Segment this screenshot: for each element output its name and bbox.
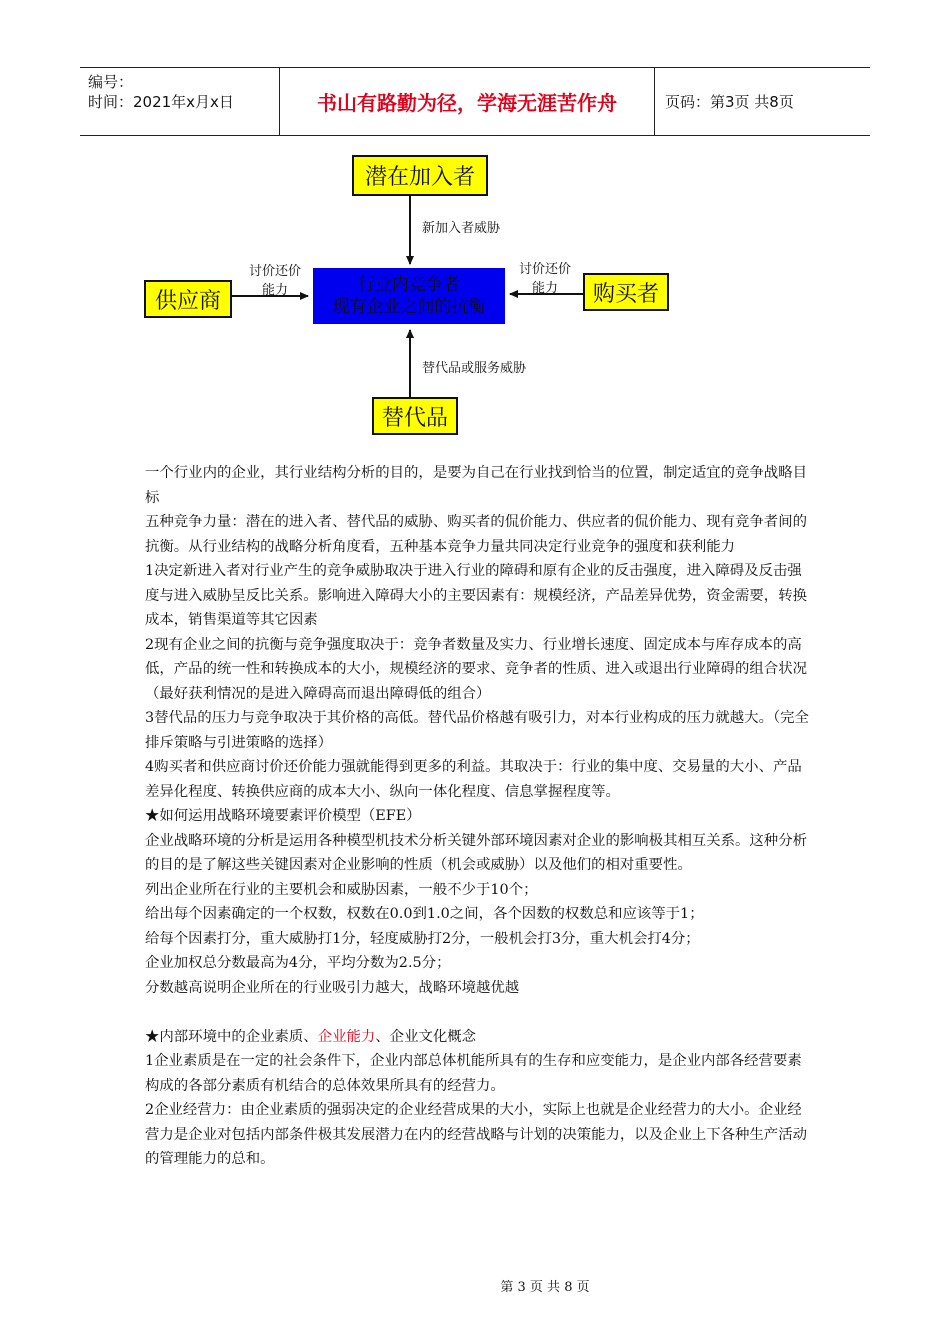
paragraph: 企业战略环境的分析是运用各种模型机技术分析关键外部环境因素对企业的影响极其相互关系。这种分析的目的是了解这些关键因素对企业影响的性质（机会或威胁）以及他们的相对重要性。 [145, 832, 807, 873]
supplier-power-line-1: 讨价还价 [248, 264, 301, 279]
industry-competitors-box [313, 268, 505, 324]
page-footer: 第 3 页 共 8 页 [500, 1280, 590, 1295]
buyers-box: 购买者 [583, 273, 669, 311]
paragraph: 分数越高说明企业所在的行业吸引力越大，战略环境越优越 [145, 979, 520, 996]
supplier-power-label [240, 262, 310, 300]
buyer-power-line-2: 能力 [531, 281, 558, 296]
substitute-threat-label: 替代品或服务威胁 [422, 361, 527, 376]
number-label: 编号： [88, 73, 134, 91]
spacer [145, 1000, 815, 1025]
time-label: 时间：2021年x月x日 [88, 93, 234, 111]
paragraph: 给每个因素打分，重大威胁打1分，轻度威胁打2分，一般机会打3分，重大机会打4分； [145, 930, 700, 947]
paragraph: 2现有企业之间的抗衡与竞争强度取决于：竞争者数量及实力、行业增长速度、固定成本与库存成本的高低，产品的统一性和转换成本的大小，规模经济的要求、竞争者的性质、进入或退出行业障碍的组合状况（最好获利情况的是进入障碍高而退出障碍低的组合） [145, 636, 807, 702]
section-heading-internal [145, 1025, 815, 1050]
heading-part: 、企业文化概念 [375, 1028, 477, 1045]
substitutes-box: 替代品 [372, 397, 458, 435]
paragraph: 1决定新进入者对行业产生的竞争威胁取决于进入行业的障碍和原有企业的反击强度，进入障碍及反击强度与进入威胁呈反比关系。影响进入障碍大小的主要因素有：规模经济，产品差异优势，资金需要，转换成本，销售渠道等其它因素 [145, 563, 807, 628]
paragraph: 4购买者和供应商讨价还价能力强就能得到更多的利益。其取决于：行业的集中度、交易量的大小、产品差异化程度、转换供应商的成本大小、纵向一体化程度、信息掌握程度等。 [145, 759, 802, 800]
paragraph: 一个行业内的企业，其行业结构分析的目的，是要为自己在行业找到恰当的位置，制定适宜的竞争战略目标 [145, 465, 807, 506]
paragraph: 1企业素质是在一定的社会条件下，企业内部总体机能所具有的生存和应变能力，是企业内部各经营要素构成的各部分素质有机结合的总体效果所具有的经营力。 [145, 1053, 802, 1094]
paragraph: 3替代品的压力与竞争取决于其价格的高低。替代品价格越有吸引力，对本行业构成的压力就越大。（完全排斥策略与引进策略的选择） [145, 710, 809, 751]
header-page-info: 页码：第3页 共8页 [665, 93, 794, 111]
paragraph: 2企业经营力：由企业素质的强弱决定的企业经营成果的大小，实际上也就是企业经营力的大小。企业经营力是企业对包括内部条件极其发展潜力在内的经营战略与计划的决策能力，以及企业上下各种生产活动的管理能力的总和。 [145, 1102, 807, 1167]
heading-part: ★内部环境中的企业素质、 [145, 1028, 318, 1045]
paragraph: 五种竞争力量：潜在的进入者、替代品的威胁、购买者的侃价能力、供应者的侃价能力、现有竞争者间的抗衡。从行业结构的战略分析角度看，五种基本竞争力量共同决定行业竞争的强度和获利能力 [145, 514, 807, 555]
potential-entrants-box: 潜在加入者 [352, 155, 488, 196]
heading-highlight: 企业能力 [317, 1028, 376, 1045]
paragraph: 列出企业所在行业的主要机会和威胁因素，一般不少于10个； [145, 881, 538, 898]
section-heading-efe: ★如何运用战略环境要素评价模型（EFE） [145, 808, 421, 824]
supplier-power-line-2: 能力 [261, 283, 288, 298]
buyer-power-line-1: 讨价还价 [518, 262, 571, 277]
body-text [145, 461, 815, 1172]
new-entrant-threat-label: 新加入者威胁 [422, 221, 501, 236]
paragraph: 给出每个因素确定的一个权数，权数在0.0到1.0之间，各个因数的权数总和应该等于1； [145, 906, 704, 922]
header-motto: 书山有路勤为径，学海无涯苦作舟 [280, 68, 655, 135]
center-line-1: 行业内竞争者 [358, 275, 460, 295]
buyer-power-label [510, 260, 580, 298]
paragraph: 企业加权总分数最高为4分，平均分数为2.5分； [145, 955, 451, 971]
suppliers-box: 供应商 [144, 280, 232, 318]
center-line-2: 现有企业之间的抗衡 [332, 297, 486, 317]
